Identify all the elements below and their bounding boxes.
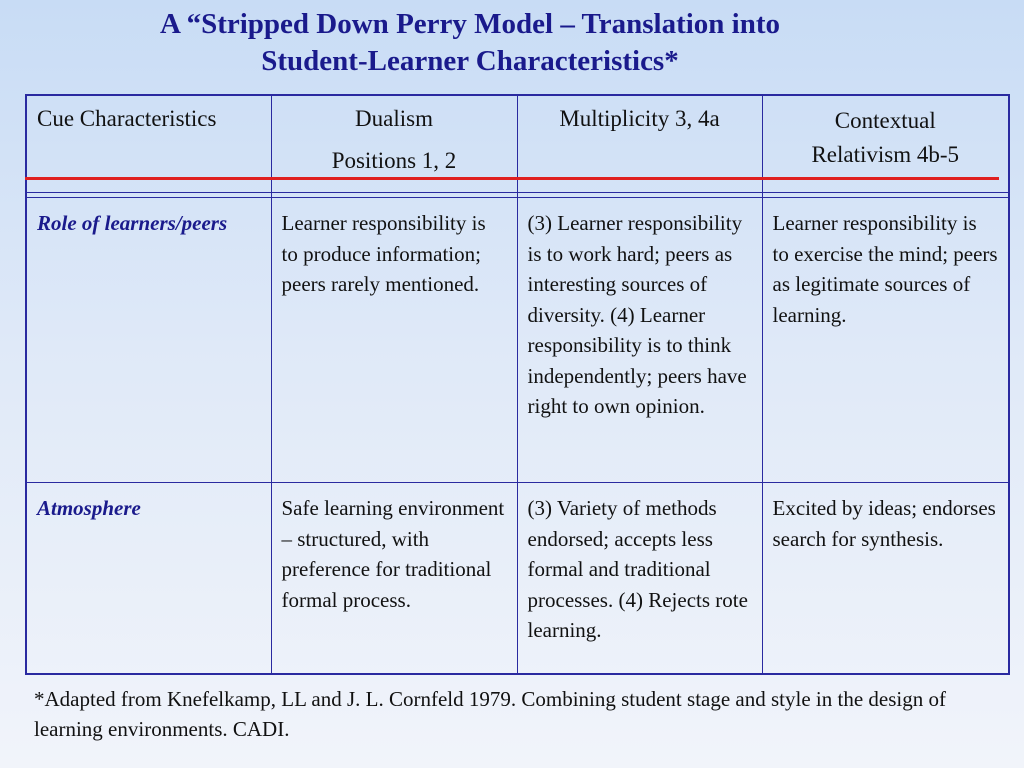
- header-multiplicity: Multiplicity 3, 4a: [517, 95, 762, 193]
- slide-title-line-2: Student-Learner Characteristics*: [261, 45, 679, 77]
- citation-footnote: *Adapted from Knefelkamp, LL and J. L. Cornfeld 1979. Combining student stage and style in the design of learning environments. CADI.: [34, 687, 946, 741]
- perry-model-table: [25, 94, 1010, 675]
- slide-title: [0, 6, 940, 80]
- row-label-role-of-learners: Role of learners/peers: [26, 198, 271, 483]
- table-row: [26, 198, 1009, 483]
- cell-contextual-relativism: Learner responsibility is to exercise the mind; peers as legitimate sources of learning.: [762, 198, 1009, 483]
- table-row: [26, 483, 1009, 675]
- header-contextual-positions: Relativism 4b-5: [811, 142, 960, 167]
- cell-multiplicity: (3) Learner responsibility is to work hard; peers as interesting sources of diversity. (4) Learner responsibility is to think independently; peers have right to own opinion.: [517, 198, 762, 483]
- cell-dualism: Safe learning environment – structured, with preference for traditional formal process.: [271, 483, 517, 675]
- cell-multiplicity: (3) Variety of methods endorsed; accepts less formal and traditional processes. (4) Rejects rote learning.: [517, 483, 762, 675]
- cell-contextual-relativism: Excited by ideas; endorses search for synthesis.: [762, 483, 1009, 675]
- slide-title-line-1: A “Stripped Down Perry Model – Translation into: [159, 8, 781, 40]
- header-cue-characteristics: Cue Characteristics: [26, 95, 271, 193]
- header-contextual-title: Contextual: [834, 108, 936, 133]
- header-dualism-title: Dualism: [355, 106, 433, 131]
- cell-dualism: Learner responsibility is to produce information; peers rarely mentioned.: [271, 198, 517, 483]
- header-underline-rule: [25, 177, 999, 180]
- header-dualism-positions: Positions 1, 2: [331, 148, 457, 173]
- row-label-atmosphere: Atmosphere: [26, 483, 271, 675]
